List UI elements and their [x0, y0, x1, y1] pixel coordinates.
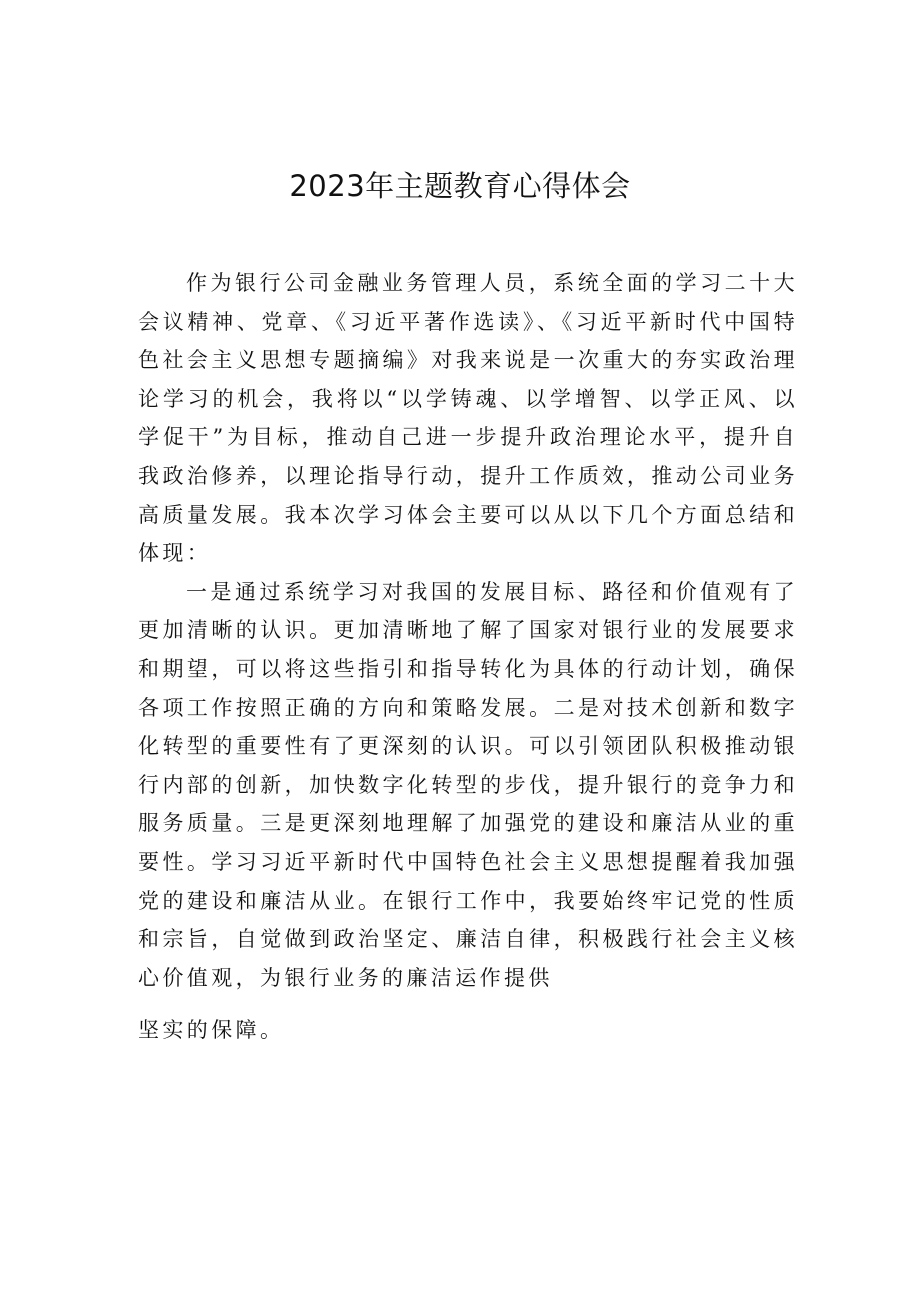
document-body [138, 264, 798, 1050]
paragraph-tail: 坚实的保障。 [138, 1018, 285, 1043]
page-title: 2023年主题教育心得体会 [289, 169, 631, 203]
paragraph-main: 一是通过系统学习对我国的发展目标、路径和价值观有了更加清晰的认识。更加清晰地了解了国家对银行业的发展要求和期望，可以将这些指引和指导转化为具体的行动计划，确保各项工作按照正确的方向和策略发展。二是对技术创新和数字化转型的重要性有了更深刻的认识。可以引领团队积极推动银行内部的创新，加快数字化转型的步伐，提升银行的竞争力和服务质量。三是更深刻地理解了加强党的建设和廉洁从业的重要性。学习习近平新时代中国特色社会主义思想提醒着我加强党的建设和廉洁从业。在银行工作中，我要始终牢记党的性质和宗旨，自觉做到政治坚定、廉洁自律，积极践行社会主义核心价值观，为银行业务的廉洁运作提供 [138, 579, 798, 990]
paragraph-intro: 作为银行公司金融业务管理人员，系统全面的学习二十大会议精神、党章、《习近平著作选读》、《习近平新时代中国特色社会主义思想专题摘编》对我来说是一次重大的夯实政治理论学习的机会，我将以“以学铸魂、以学增智、以学正风、以学促干”为目标，推动自己进一步提升政治理论水平，提升自我政治修养，以理论指导行动，提升工作质效，推动公司业务高质量发展。我本次学习体会主要可以从以下几个方面总结和体现： [138, 271, 798, 566]
